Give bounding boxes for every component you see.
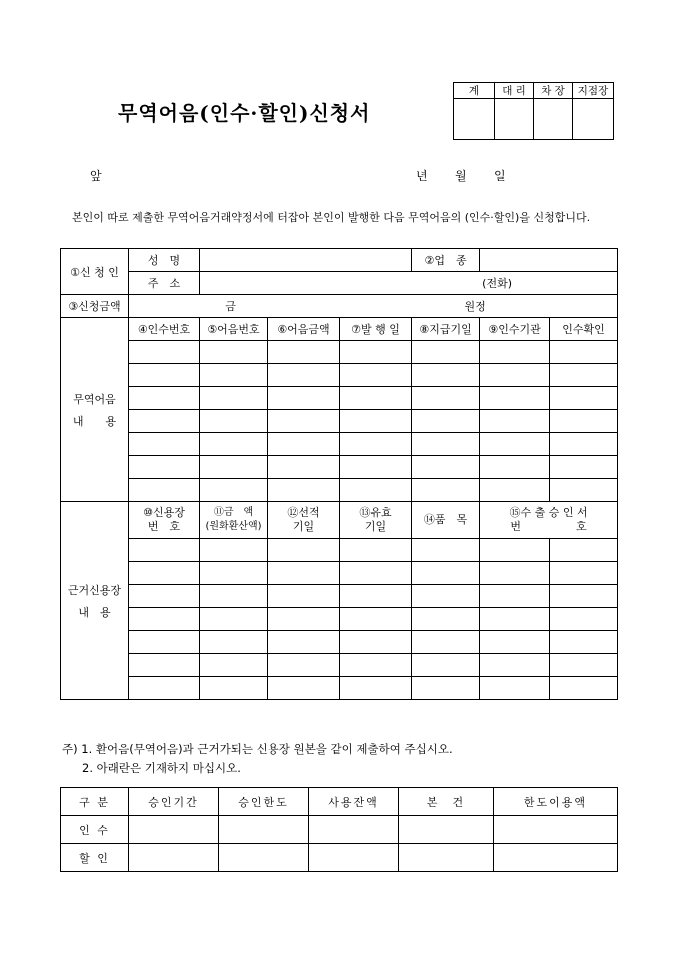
lc-section-label-line1: 근거신용장 bbox=[67, 583, 122, 597]
date-day-label: 일 bbox=[494, 169, 506, 183]
lc-cell[interactable] bbox=[200, 608, 268, 631]
lc-cell[interactable] bbox=[412, 608, 480, 631]
lc-cell[interactable] bbox=[480, 654, 550, 677]
bill-section-label bbox=[61, 318, 129, 502]
amount-field[interactable] bbox=[129, 295, 618, 318]
internal-cell[interactable] bbox=[309, 816, 399, 844]
lc-cell[interactable] bbox=[340, 677, 412, 700]
internal-cell[interactable] bbox=[129, 844, 219, 872]
applicant-label: ①신 청 인 bbox=[61, 249, 129, 295]
col-category: 구 분 bbox=[61, 788, 129, 816]
bill-cell[interactable] bbox=[200, 479, 268, 502]
lc-cell[interactable] bbox=[550, 654, 618, 677]
bill-cell[interactable] bbox=[268, 341, 340, 364]
col-expiry-date-line2: 기일 bbox=[364, 520, 387, 533]
lc-cell[interactable] bbox=[480, 539, 550, 562]
internal-use-table bbox=[60, 787, 618, 872]
col-lc-amount-line1: ⑪금 액 bbox=[213, 507, 254, 518]
lc-cell[interactable] bbox=[200, 654, 268, 677]
internal-cell[interactable] bbox=[494, 816, 618, 844]
bill-cell[interactable] bbox=[340, 479, 412, 502]
bill-cell[interactable] bbox=[268, 410, 340, 433]
lc-cell[interactable] bbox=[412, 562, 480, 585]
lc-cell[interactable] bbox=[480, 585, 550, 608]
lc-cell[interactable] bbox=[480, 677, 550, 700]
bill-cell[interactable] bbox=[412, 410, 480, 433]
bill-cell[interactable] bbox=[340, 364, 412, 387]
bill-cell[interactable] bbox=[412, 433, 480, 456]
bill-cell[interactable] bbox=[200, 456, 268, 479]
lc-cell[interactable] bbox=[480, 631, 550, 654]
phone-label: (전화) bbox=[482, 277, 513, 290]
col-this-case: 본 건 bbox=[399, 788, 494, 816]
lc-cell[interactable] bbox=[129, 631, 200, 654]
bill-cell[interactable] bbox=[268, 456, 340, 479]
address-label: 주 소 bbox=[129, 272, 200, 295]
col-remaining-balance: 사용잔액 bbox=[309, 788, 399, 816]
bill-cell[interactable] bbox=[480, 410, 550, 433]
bill-cell[interactable] bbox=[550, 410, 618, 433]
bill-section-label-line2: 내 용 bbox=[72, 414, 117, 428]
bill-cell[interactable] bbox=[550, 341, 618, 364]
col-item bbox=[412, 502, 480, 539]
bill-cell[interactable] bbox=[480, 479, 550, 502]
lc-cell[interactable] bbox=[412, 654, 480, 677]
col-payment-date: ⑧지급기일 bbox=[412, 318, 480, 341]
internal-cell[interactable] bbox=[129, 816, 219, 844]
internal-cell[interactable] bbox=[309, 844, 399, 872]
form-title: 무역어음(인수·할인)신청서 bbox=[118, 101, 371, 125]
bill-cell[interactable] bbox=[340, 341, 412, 364]
name-label: 성 명 bbox=[129, 249, 200, 272]
col-acceptance-confirmation: 인수확인 bbox=[550, 318, 618, 341]
note-1: 주) 1. 환어음(무역어음)과 근거가되는 신용장 원본을 같이 제출하여 주십시오. bbox=[62, 742, 453, 756]
bill-cell[interactable] bbox=[480, 433, 550, 456]
bill-cell[interactable] bbox=[129, 479, 200, 502]
lc-cell[interactable] bbox=[268, 585, 340, 608]
col-lc-no-line1: ⑩신용장 bbox=[143, 506, 185, 519]
approval-header-branch-manager: 지점장 bbox=[573, 83, 614, 99]
lc-cell[interactable] bbox=[340, 562, 412, 585]
bill-cell[interactable] bbox=[550, 456, 618, 479]
bill-cell[interactable] bbox=[550, 364, 618, 387]
bill-cell[interactable] bbox=[412, 479, 480, 502]
col-issue-date: ⑦발 행 일 bbox=[340, 318, 412, 341]
lc-cell[interactable] bbox=[550, 631, 618, 654]
approval-header-manager: 차 장 bbox=[534, 83, 573, 99]
bill-cell[interactable] bbox=[129, 410, 200, 433]
lc-cell[interactable] bbox=[412, 677, 480, 700]
col-acceptance-no: ④인수번호 bbox=[129, 318, 200, 341]
lc-cell[interactable] bbox=[129, 539, 200, 562]
col-expiry-date bbox=[340, 502, 412, 539]
approval-stamp-box[interactable] bbox=[534, 99, 573, 140]
row-label-acceptance: 인 수 bbox=[61, 816, 129, 844]
lc-cell[interactable] bbox=[550, 608, 618, 631]
col-approval-limit: 승인한도 bbox=[219, 788, 309, 816]
approval-header-staff: 계 bbox=[454, 83, 495, 99]
lc-cell[interactable] bbox=[200, 562, 268, 585]
col-lc-amount bbox=[200, 502, 268, 539]
name-field[interactable] bbox=[200, 249, 412, 272]
lc-cell[interactable] bbox=[268, 654, 340, 677]
approval-header-deputy: 대 리 bbox=[495, 83, 534, 99]
col-accepting-institution: ⑨인수기관 bbox=[480, 318, 550, 341]
lc-cell[interactable] bbox=[550, 562, 618, 585]
lc-cell[interactable] bbox=[412, 585, 480, 608]
date-month-label: 월 bbox=[455, 169, 467, 183]
bill-cell[interactable] bbox=[412, 456, 480, 479]
bill-cell[interactable] bbox=[550, 433, 618, 456]
bill-cell[interactable] bbox=[340, 456, 412, 479]
bill-cell[interactable] bbox=[550, 479, 618, 502]
lc-cell[interactable] bbox=[268, 562, 340, 585]
intro-paragraph: 본인이 따로 제출한 무역어음거래약정서에 터잡아 본인이 발행한 다음 무역어음의 (인수·할인)을 신청합니다. bbox=[72, 211, 591, 224]
notes bbox=[62, 740, 453, 778]
bill-cell[interactable] bbox=[550, 387, 618, 410]
lc-cell[interactable] bbox=[129, 654, 200, 677]
bill-cell[interactable] bbox=[200, 364, 268, 387]
internal-cell[interactable] bbox=[219, 844, 309, 872]
approval-stamp-box[interactable] bbox=[495, 99, 534, 140]
bill-cell[interactable] bbox=[268, 433, 340, 456]
bill-cell[interactable] bbox=[129, 456, 200, 479]
lc-cell[interactable] bbox=[200, 677, 268, 700]
lc-cell[interactable] bbox=[200, 631, 268, 654]
approval-stamp-box[interactable] bbox=[454, 99, 495, 140]
bill-cell[interactable] bbox=[480, 387, 550, 410]
bill-cell[interactable] bbox=[200, 387, 268, 410]
bill-cell[interactable] bbox=[200, 433, 268, 456]
bill-cell[interactable] bbox=[480, 456, 550, 479]
col-limit-used: 한도이용액 bbox=[494, 788, 618, 816]
lc-section-label bbox=[61, 502, 129, 700]
bill-section-label-line1: 무역어음 bbox=[73, 392, 116, 406]
col-export-approval-no-line1: ⑮수 출 승 인 서 bbox=[509, 506, 588, 519]
lc-cell[interactable] bbox=[340, 585, 412, 608]
bill-cell[interactable] bbox=[200, 341, 268, 364]
col-expiry-date-line1: ⑬유효 bbox=[359, 506, 392, 519]
bill-cell[interactable] bbox=[412, 387, 480, 410]
lc-cell[interactable] bbox=[340, 654, 412, 677]
lc-cell[interactable] bbox=[550, 585, 618, 608]
lc-cell[interactable] bbox=[340, 539, 412, 562]
bill-cell[interactable] bbox=[129, 364, 200, 387]
amount-label: ③신청금액 bbox=[61, 295, 129, 318]
col-lc-no bbox=[129, 502, 200, 539]
lc-cell[interactable] bbox=[129, 608, 200, 631]
business-type-field[interactable] bbox=[480, 249, 618, 272]
address-field[interactable] bbox=[200, 272, 618, 295]
lc-section-label-line2: 내 용 bbox=[78, 605, 111, 619]
lc-cell[interactable] bbox=[412, 539, 480, 562]
approval-stamp-table bbox=[453, 82, 614, 140]
lc-cell[interactable] bbox=[268, 677, 340, 700]
bill-cell[interactable] bbox=[412, 341, 480, 364]
bill-cell[interactable] bbox=[200, 410, 268, 433]
lc-cell[interactable] bbox=[129, 585, 200, 608]
lc-cell[interactable] bbox=[268, 608, 340, 631]
col-bill-no: ⑤어음번호 bbox=[200, 318, 268, 341]
bill-cell[interactable] bbox=[412, 364, 480, 387]
lc-cell[interactable] bbox=[550, 677, 618, 700]
lc-cell[interactable] bbox=[480, 608, 550, 631]
col-lc-no-line2: 번 호 bbox=[147, 520, 181, 533]
internal-cell[interactable] bbox=[219, 816, 309, 844]
lc-cell[interactable] bbox=[340, 608, 412, 631]
lc-cell[interactable] bbox=[412, 631, 480, 654]
bill-cell[interactable] bbox=[129, 341, 200, 364]
bill-cell[interactable] bbox=[480, 364, 550, 387]
lc-cell[interactable] bbox=[340, 631, 412, 654]
bill-cell[interactable] bbox=[268, 364, 340, 387]
date-year-label: 년 bbox=[416, 169, 428, 183]
lc-cell[interactable] bbox=[129, 562, 200, 585]
lc-cell[interactable] bbox=[550, 539, 618, 562]
col-shipment-date bbox=[268, 502, 340, 539]
col-export-approval-no bbox=[480, 502, 618, 539]
col-bill-amount: ⑥어음금액 bbox=[268, 318, 340, 341]
internal-cell[interactable] bbox=[399, 844, 494, 872]
bill-cell[interactable] bbox=[268, 387, 340, 410]
col-shipment-date-line2: 기일 bbox=[292, 520, 315, 533]
lc-cell[interactable] bbox=[200, 539, 268, 562]
col-export-approval-no-line2: 번 호 bbox=[510, 520, 587, 533]
col-shipment-date-line1: ⑫선적 bbox=[287, 506, 320, 519]
col-item-line1: ⑭품 목 bbox=[423, 513, 468, 526]
bill-cell[interactable] bbox=[129, 387, 200, 410]
bill-cell[interactable] bbox=[340, 433, 412, 456]
bill-cell[interactable] bbox=[480, 341, 550, 364]
business-type-label: ②업 종 bbox=[412, 249, 480, 272]
amount-prefix: 금 bbox=[225, 300, 236, 313]
lc-cell[interactable] bbox=[129, 677, 200, 700]
bill-cell[interactable] bbox=[340, 410, 412, 433]
internal-cell[interactable] bbox=[399, 816, 494, 844]
approval-stamp-box[interactable] bbox=[573, 99, 614, 140]
row-label-discount: 할 인 bbox=[61, 844, 129, 872]
lc-cell[interactable] bbox=[480, 562, 550, 585]
internal-cell[interactable] bbox=[494, 844, 618, 872]
amount-suffix: 원정 bbox=[464, 300, 486, 313]
col-approval-period: 승인기간 bbox=[129, 788, 219, 816]
lc-cell[interactable] bbox=[200, 585, 268, 608]
lc-cell[interactable] bbox=[268, 539, 340, 562]
application-table bbox=[60, 248, 618, 700]
col-lc-amount-line2: (원화환산액) bbox=[205, 521, 262, 532]
bill-cell[interactable] bbox=[129, 433, 200, 456]
bill-cell[interactable] bbox=[340, 387, 412, 410]
note-2: 2. 아래란은 기재하지 마십시오. bbox=[82, 761, 241, 775]
bill-cell[interactable] bbox=[268, 479, 340, 502]
lc-cell[interactable] bbox=[268, 631, 340, 654]
addressee-suffix: 앞 bbox=[90, 169, 102, 183]
